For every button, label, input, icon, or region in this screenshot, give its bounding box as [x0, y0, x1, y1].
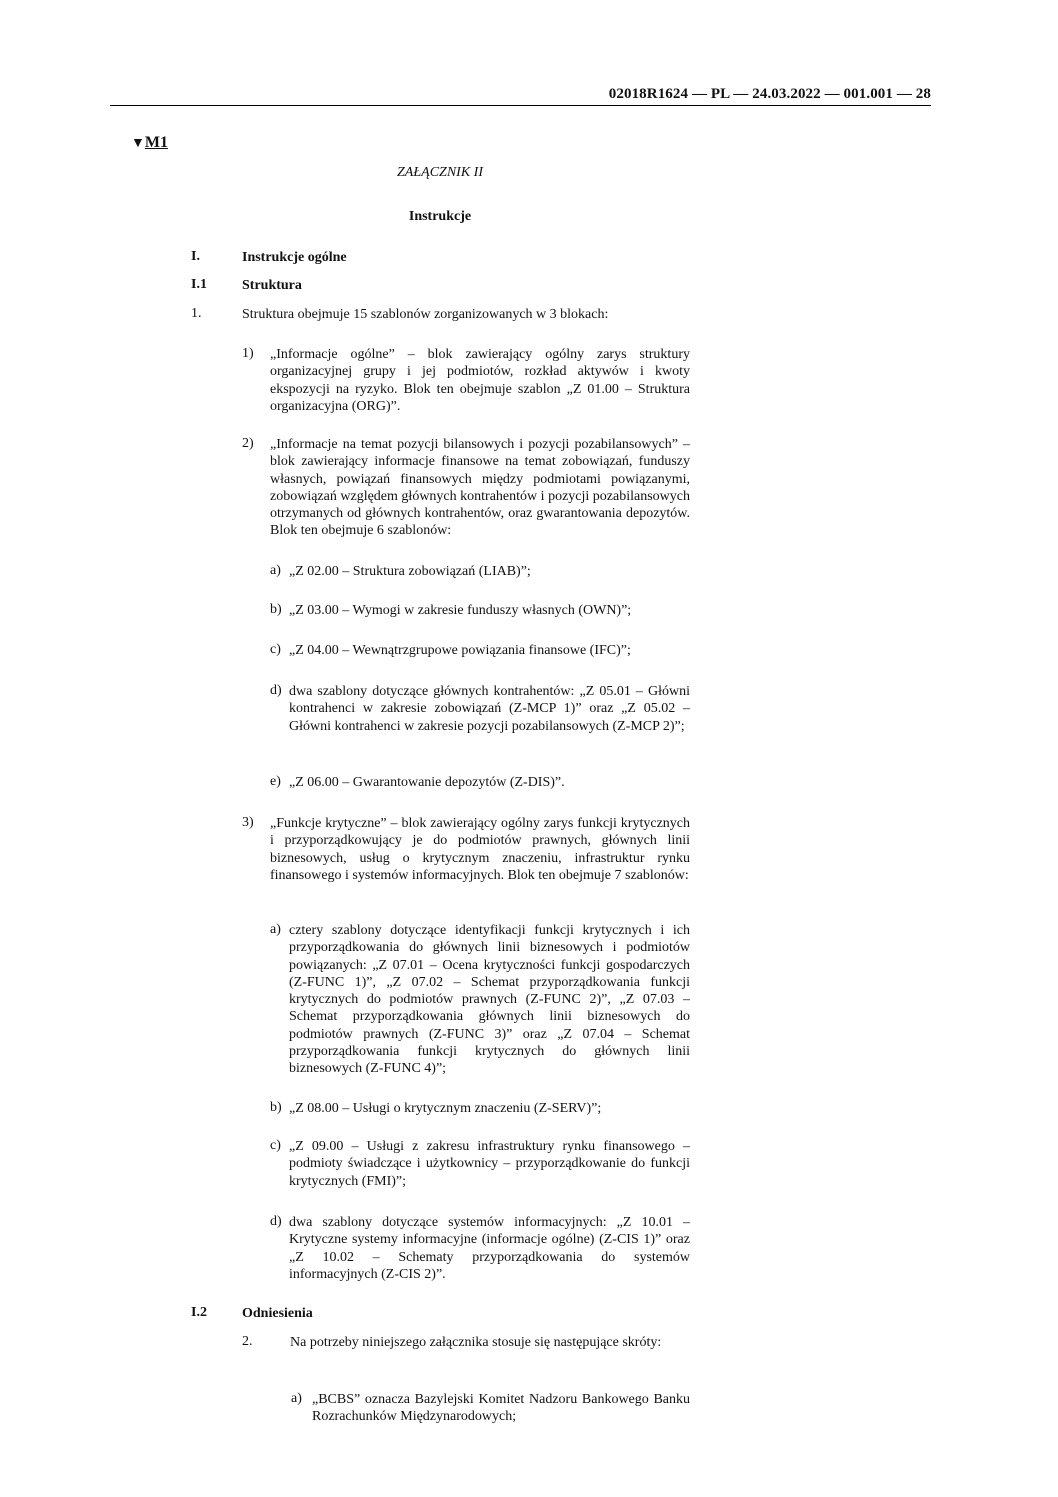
amendment-code: M1: [144, 134, 168, 151]
subsection-title: Odniesienia: [242, 1306, 313, 1321]
sublist-item-text: „Z 08.00 – Usługi o krytycznym znaczeniu (Z-SERV)”;: [289, 1101, 602, 1116]
list-number: 2): [242, 436, 254, 451]
sublist-letter: a): [270, 922, 281, 937]
sublist-letter: c): [270, 642, 281, 657]
sublist-letter: c): [270, 1138, 281, 1153]
sublist-letter: e): [270, 774, 281, 789]
list-item-text: „Informacje ogólne” – blok zawierający ogólny zarys struktury organizacyjnej grupy i jej podmiotów, rozkład aktywów i kwoty ekspozycji na ryzyko. Blok ten obejmuje szablon „Z 01.00 – Struktura organizacyjna (ORG)”.: [270, 347, 690, 414]
document-header: 02018R1624 — PL — 24.03.2022 — 001.001 — 28: [110, 86, 931, 106]
triangle-icon: ▼: [131, 136, 145, 151]
section-title: Instrukcje ogólne: [242, 250, 347, 265]
list-number: 3): [242, 815, 254, 830]
paragraph-text: Struktura obejmuje 15 szablonów zorganizowanych w 3 blokach:: [242, 307, 609, 322]
sublist-item-text: „BCBS” oznacza Bazylejski Komitet Nadzoru Bankowego Banku Rozrachunków Międzynarodowych;: [312, 1392, 690, 1425]
list-item-text: „Funkcje krytyczne” – blok zawierający ogólny zarys funkcji krytycznych i przyporządkowujący je do podmiotów prawnych, głównych linii biznesowych, usług o krytycznym znaczeniu, infrastruktur rynku finansowego i systemów informacyjnych. Blok ten obejmuje 7 szablonów:: [270, 816, 690, 883]
amendment-marker: [131, 134, 168, 152]
annex-title: ZAŁĄCZNIK II: [397, 165, 483, 180]
sublist-item-text: dwa szablony dotyczące systemów informacyjnych: „Z 10.01 – Krytyczne systemy informacyjne (informacje ogólne) (Z-CIS 1)” oraz „Z 10.02 – Schematy przyporządkowania do systemów informacyjnych (Z-CIS 2)”.: [289, 1215, 690, 1282]
sublist-item-text: „Z 06.00 – Gwarantowanie depozytów (Z-DIS)”.: [289, 775, 565, 790]
paragraph-number: 2.: [242, 1334, 253, 1349]
subsection-title: Struktura: [242, 278, 302, 293]
list-item-text: „Informacje na temat pozycji bilansowych i pozycji pozabilansowych” – blok zawierający informacje finansowe na temat zobowiązań, funduszy własnych, powiązań finansowych między podmiotami powiązanymi, zobowiązań względem głównych kontrahentów i pozycji pozabilansowych otrzymanych od głównych kontrahentów, oraz gwarantowania depozytów. Blok ten obejmuje 6 szablonów:: [270, 437, 690, 539]
paragraph-text: Na potrzeby niniejszego załącznika stosuje się następujące skróty:: [290, 1335, 662, 1350]
sublist-letter: b): [270, 602, 282, 617]
sublist-item-text: cztery szablony dotyczące identyfikacji funkcji krytycznych i ich przyporządkowania do głównych linii biznesowych i podmiotów powiązanych: „Z 07.01 – Ocena krytyczności funkcji gospodarczych (Z-FUNC 1)”, „Z 07.02 – Schemat przyporządkowania funkcji krytycznych do podmiotów prawnych (Z-FUNC 2)”, „Z 07.03 – Schemat przyporządkowania głównych linii biznesowych do podmiotów prawnych (Z-FUNC 3)” oraz „Z 07.04 – Schemat przyporządkowania funkcji krytycznych do głównych linii biznesowych (Z-FUNC 4)”;: [289, 923, 690, 1077]
sublist-item-text: „Z 02.00 – Struktura zobowiązań (LIAB)”;: [289, 564, 531, 579]
sublist-item-text: dwa szablony dotyczące głównych kontrahentów: „Z 05.01 – Główni kontrahenci w zakresie zobowiązań (Z-MCP 1)” oraz „Z 05.02 – Główni kontrahenci w zakresie pozycji pozabilansowych (Z-MCP 2)”;: [289, 684, 690, 734]
sublist-letter: a): [270, 563, 281, 578]
sublist-item-text: „Z 04.00 – Wewnątrzgrupowe powiązania finansowe (IFC)”;: [289, 643, 631, 658]
sublist-letter: d): [270, 1214, 282, 1229]
sublist-letter: a): [291, 1391, 302, 1406]
sublist-item-text: „Z 03.00 – Wymogi w zakresie funduszy własnych (OWN)”;: [289, 603, 632, 618]
subsection-number: I.1: [191, 277, 207, 292]
paragraph-number: 1.: [191, 306, 202, 321]
sublist-item-text: „Z 09.00 – Usługi z zakresu infrastruktury rynku finansowego – podmioty świadczące i użytkownicy – przyporządkowanie do funkcji krytycznych (FMI)”;: [289, 1139, 690, 1189]
section-number: I.: [191, 249, 200, 264]
subsection-number: I.2: [191, 1305, 207, 1320]
annex-subtitle: Instrukcje: [408, 209, 472, 224]
list-number: 1): [242, 346, 254, 361]
sublist-letter: b): [270, 1100, 282, 1115]
sublist-letter: d): [270, 683, 282, 698]
